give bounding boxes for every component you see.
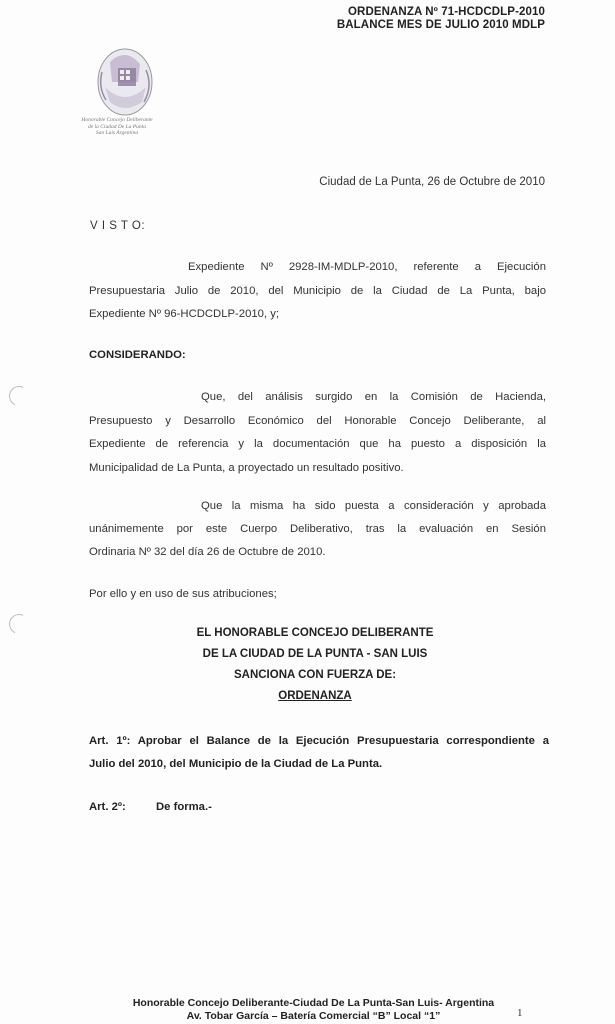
considerando-line: Ordinaria Nº 32 del día 26 de Octubre de 2010.	[89, 546, 326, 558]
seal-caption	[62, 117, 172, 137]
considerando-heading: CONSIDERANDO:	[89, 349, 186, 361]
visto-line: Expediente Nº 96-HCDCDLP-2010, y;	[89, 308, 279, 320]
hole-punch-mark	[6, 383, 32, 409]
visto-line: Presupuestaria Julio de 2010, del Municipio de la Ciudad de La Punta, bajo	[89, 285, 546, 297]
date-line: Ciudad de La Punta, 26 de Octubre de 2010	[319, 176, 545, 188]
article-1-line: Art. 1º: Aprobar el Balance de la Ejecución Presupuestaria correspondiente a	[89, 735, 549, 747]
article-1-line: Julio del 2010, del Municipio de la Ciudad de La Punta.	[89, 758, 383, 770]
visto-heading: V I S T O:	[90, 220, 146, 232]
footer-line: Honorable Concejo Deliberante-Ciudad De La Punta-San Luis- Argentina	[132, 997, 495, 1009]
visto-line: Expediente Nº 2928-IM-MDLP-2010, referente a Ejecución	[188, 261, 546, 273]
considerando-line: Que la misma ha sido puesta a consideración y aprobada	[201, 500, 546, 512]
article-2-label: Art. 2º:	[89, 801, 126, 813]
sanction-line: DE LA CIUDAD DE LA PUNTA - SAN LUIS	[202, 648, 428, 660]
considerando-line: Que, del análisis surgido en la Comisión de Hacienda,	[201, 391, 546, 403]
page-number: 1	[517, 1007, 523, 1019]
seal-caption-line: de la Ciudad De La Punta	[88, 123, 146, 130]
considerando-line: unánimemente por este Cuerpo Deliberativo, tras la evaluación en Sesión	[89, 523, 546, 535]
closing-clause: Por ello y en uso de sus atribuciones;	[89, 588, 277, 600]
considerando-line: Municipalidad de La Punta, a proyectado un resultado positivo.	[89, 462, 404, 474]
sanction-line: EL HONORABLE CONCEJO DELIBERANTE	[196, 627, 434, 639]
ordenanza-title	[0, 690, 615, 702]
seal-caption-line: San Luis Argentina	[95, 130, 139, 136]
ordenanza-title-text: ORDENANZA	[278, 690, 352, 702]
footer-line: Av. Tobar García – Batería Comercial “B” Local “1”	[186, 1010, 441, 1022]
considerando-line: Presupuesto y Desarrollo Económico del Honorable Concejo Deliberante, al	[89, 415, 546, 427]
considerando-line: Expediente de referencia y la documentación que ha puesto a disposición la	[89, 438, 546, 450]
ordinance-number: ORDENANZA Nº 71-HCDCDLP-2010	[348, 6, 545, 18]
document-subject: BALANCE MES DE JULIO 2010 MDLP	[336, 19, 545, 31]
sanction-line: SANCIONA CON FUERZA DE:	[233, 669, 397, 681]
article-2-text: De forma.-	[156, 801, 212, 813]
seal-caption-line: Honorable Concejo Deliberante	[81, 117, 153, 123]
